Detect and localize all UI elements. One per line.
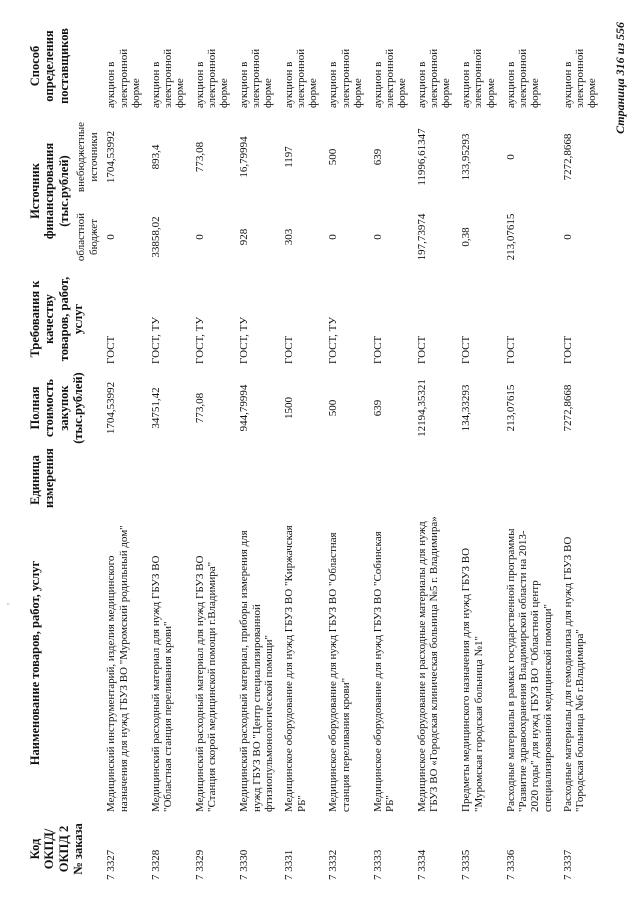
regional-budget-cell: 213,07615 xyxy=(504,213,517,261)
regional-budget-cell: 33858,02 xyxy=(149,216,162,258)
extrabudgetary-cell: 0 xyxy=(504,154,517,160)
unit-cell xyxy=(280,449,324,511)
cost-cell: 34751,42 xyxy=(149,387,162,429)
extrabudgetary-cell: 7272,8668 xyxy=(561,133,574,181)
extrabudgetary-cell: 1704,53992 xyxy=(105,130,118,184)
table-row xyxy=(191,21,235,883)
table-row xyxy=(280,21,324,883)
name-cell: Медицинское оборудование для нужд ГБУЗ ВО "Собинская РБ" xyxy=(371,531,397,812)
name-cell: Расходные материалы для гемодиализа для нужд ГБУЗ ВО "Городская больница №6 г.Владимира" xyxy=(561,536,587,812)
code-cell: 7 3335 xyxy=(460,849,473,880)
cost-cell: 134,33293 xyxy=(460,384,473,432)
regional-budget-cell: 197,73974 xyxy=(416,213,429,261)
extrabudgetary-cell: 11996,61347 xyxy=(416,128,429,186)
regional-budget-cell: 0 xyxy=(371,234,384,240)
code-cell: 7 3336 xyxy=(504,849,517,880)
scan-mark: ' xyxy=(6,603,17,605)
regional-budget-cell: 0 xyxy=(327,234,340,240)
table-row xyxy=(324,21,368,883)
regional-budget-cell: 928 xyxy=(238,228,251,246)
cost-cell: 1704,53992 xyxy=(105,381,118,435)
requirements-cell: ГОСТ xyxy=(105,335,118,364)
cost-cell: 12194,35321 xyxy=(416,379,429,437)
code-cell: 7 3337 xyxy=(561,849,574,880)
name-cell: Расходные материалы в рамках государственной программы "Развитие здравоохранения Владимирской области на 2013-2020 годы" для нужд ГБУЗ ВО "Областной центр специализированной медицинской помощи" xyxy=(504,528,554,812)
unit-cell xyxy=(502,449,559,511)
name-cell: Медицинский инструментарий, изделия медицинского назначения для нужд ГБУЗ ВО "Муромский родильный дом" xyxy=(105,525,130,812)
cost-cell: 944,79994 xyxy=(238,384,251,432)
page-number: Страница 316 из 556 xyxy=(613,22,627,134)
method-cell: аукцион в электронной форме xyxy=(238,48,275,108)
header-source-extra: внебюджетные источники xyxy=(75,121,100,193)
extrabudgetary-cell: 893,4 xyxy=(149,144,162,170)
header-requirements: Требования к качеству товаров, работ, услуг xyxy=(28,276,86,362)
regional-budget-cell: 0 xyxy=(105,234,118,240)
code-cell: 7 3330 xyxy=(238,849,251,880)
extrabudgetary-cell: 1197 xyxy=(283,146,296,168)
unit-cell xyxy=(559,449,603,511)
method-cell: аукцион в электронной форме xyxy=(327,48,364,108)
requirements-cell: ГОСТ, ТУ xyxy=(327,316,340,364)
table-row xyxy=(369,21,413,883)
code-cell: 7 3327 xyxy=(105,849,118,880)
table-row xyxy=(413,21,457,883)
extrabudgetary-cell: 500 xyxy=(327,148,340,166)
name-cell: Медицинское оборудование для нужд ГБУЗ ВО "Областная станция переливания крови" xyxy=(327,532,352,812)
requirements-cell: ГОСТ, ТУ xyxy=(238,316,251,364)
code-cell: 7 3332 xyxy=(327,849,340,880)
method-cell: аукцион в электронной форме xyxy=(149,48,186,108)
method-cell: аукцион в электронной форме xyxy=(416,48,453,108)
code-cell: 7 3333 xyxy=(371,849,384,880)
name-cell: Медицинское оборудование для нужд ГБУЗ ВО "Киржачская РБ" xyxy=(283,525,308,812)
method-cell: аукцион в электронной форме xyxy=(371,48,408,108)
header-source: Источник финансирования (тыс.рублей) xyxy=(28,142,71,240)
regional-budget-cell: 0 xyxy=(193,234,206,240)
requirements-cell: ГОСТ xyxy=(416,335,429,364)
header-source-regional: областной бюджет xyxy=(75,212,100,262)
unit-cell xyxy=(369,449,413,511)
extrabudgetary-cell: 133,95293 xyxy=(460,133,473,181)
name-cell: Предметы медицинского назначения для нужд ГБУЗ ВО "Муромская городская больница №1" xyxy=(460,547,485,812)
unit-cell xyxy=(147,449,191,511)
extrabudgetary-cell: 773,08 xyxy=(193,141,206,173)
header-name: Наименование товаров, работ, услуг xyxy=(28,560,42,766)
regional-budget-cell: 0 xyxy=(561,234,574,240)
cost-cell: 639 xyxy=(371,399,384,417)
header-cost: Полная стоимость закупок (тыс.рублей) xyxy=(28,372,86,444)
header-method: Способ определения поставщиков xyxy=(28,28,71,104)
requirements-cell: ГОСТ, ТУ xyxy=(193,316,206,364)
table-row xyxy=(235,21,280,883)
cost-cell: 1500 xyxy=(283,397,296,419)
name-cell: Медицинский расходный материал для нужд ГБУЗ ВО "Станция скорой медицинской помощи г.Владимира" xyxy=(193,555,219,812)
table-row xyxy=(457,21,501,883)
code-cell: 7 3328 xyxy=(149,849,162,880)
header-row xyxy=(26,21,73,883)
requirements-cell: ГОСТ xyxy=(460,335,473,364)
table-row xyxy=(102,21,146,883)
method-cell: аукцион в электронной форме xyxy=(504,48,541,108)
code-cell: 7 3329 xyxy=(193,849,206,880)
cost-cell: 213,07615 xyxy=(504,384,517,432)
table-row xyxy=(559,21,603,883)
cost-cell: 500 xyxy=(327,399,340,417)
name-cell: Медицинский расходный материал для нужд ГБУЗ ВО "Областная станция переливания крови" xyxy=(149,555,174,812)
unit-cell xyxy=(235,449,280,511)
unit-cell xyxy=(413,449,457,511)
method-cell: аукцион в электронной форме xyxy=(561,48,599,108)
requirements-cell: ГОСТ xyxy=(283,335,296,364)
code-cell: 7 3334 xyxy=(416,849,429,880)
cost-cell: 773,08 xyxy=(193,392,206,424)
table-row xyxy=(147,21,191,883)
code-cell: 7 3331 xyxy=(283,849,296,880)
unit-cell xyxy=(191,449,235,511)
regional-budget-cell: 303 xyxy=(283,228,296,246)
name-cell: Медицинский расходный материал, приборы измерения для нужд ГБУЗ ВО "Центр специализированной фтизиопульмонологической помощи" xyxy=(238,530,275,812)
extrabudgetary-cell: 639 xyxy=(371,148,384,166)
requirements-cell: ГОСТ xyxy=(561,335,574,364)
table-body xyxy=(102,21,603,883)
unit-cell xyxy=(457,449,501,511)
procurement-table xyxy=(26,21,603,883)
header-unit: Единица измерения xyxy=(28,448,57,508)
unit-cell xyxy=(324,449,368,511)
method-cell: аукцион в электронной форме xyxy=(193,48,231,108)
method-cell: аукцион в электронной форме xyxy=(283,48,320,108)
name-cell: Медицинское оборудование и расходные материалы для нужд ГБУЗ ВО «Городская клиническая больница №5 г. Владимира» xyxy=(416,516,441,812)
requirements-cell: ГОСТ xyxy=(504,335,517,364)
regional-budget-cell: 0,38 xyxy=(460,227,473,247)
requirements-cell: ГОСТ xyxy=(371,335,384,364)
header-code: Код ОКПД/ ОКПД 2 № заказа xyxy=(28,823,86,875)
requirements-cell: ГОСТ, ТУ xyxy=(149,316,162,364)
unit-cell xyxy=(102,449,146,511)
extrabudgetary-cell: 16,79994 xyxy=(238,136,251,178)
table-row xyxy=(502,21,559,883)
cost-cell: 7272,8668 xyxy=(561,384,574,432)
method-cell: аукцион в электронной форме xyxy=(105,48,142,108)
method-cell: аукцион в электронной форме xyxy=(460,48,497,108)
